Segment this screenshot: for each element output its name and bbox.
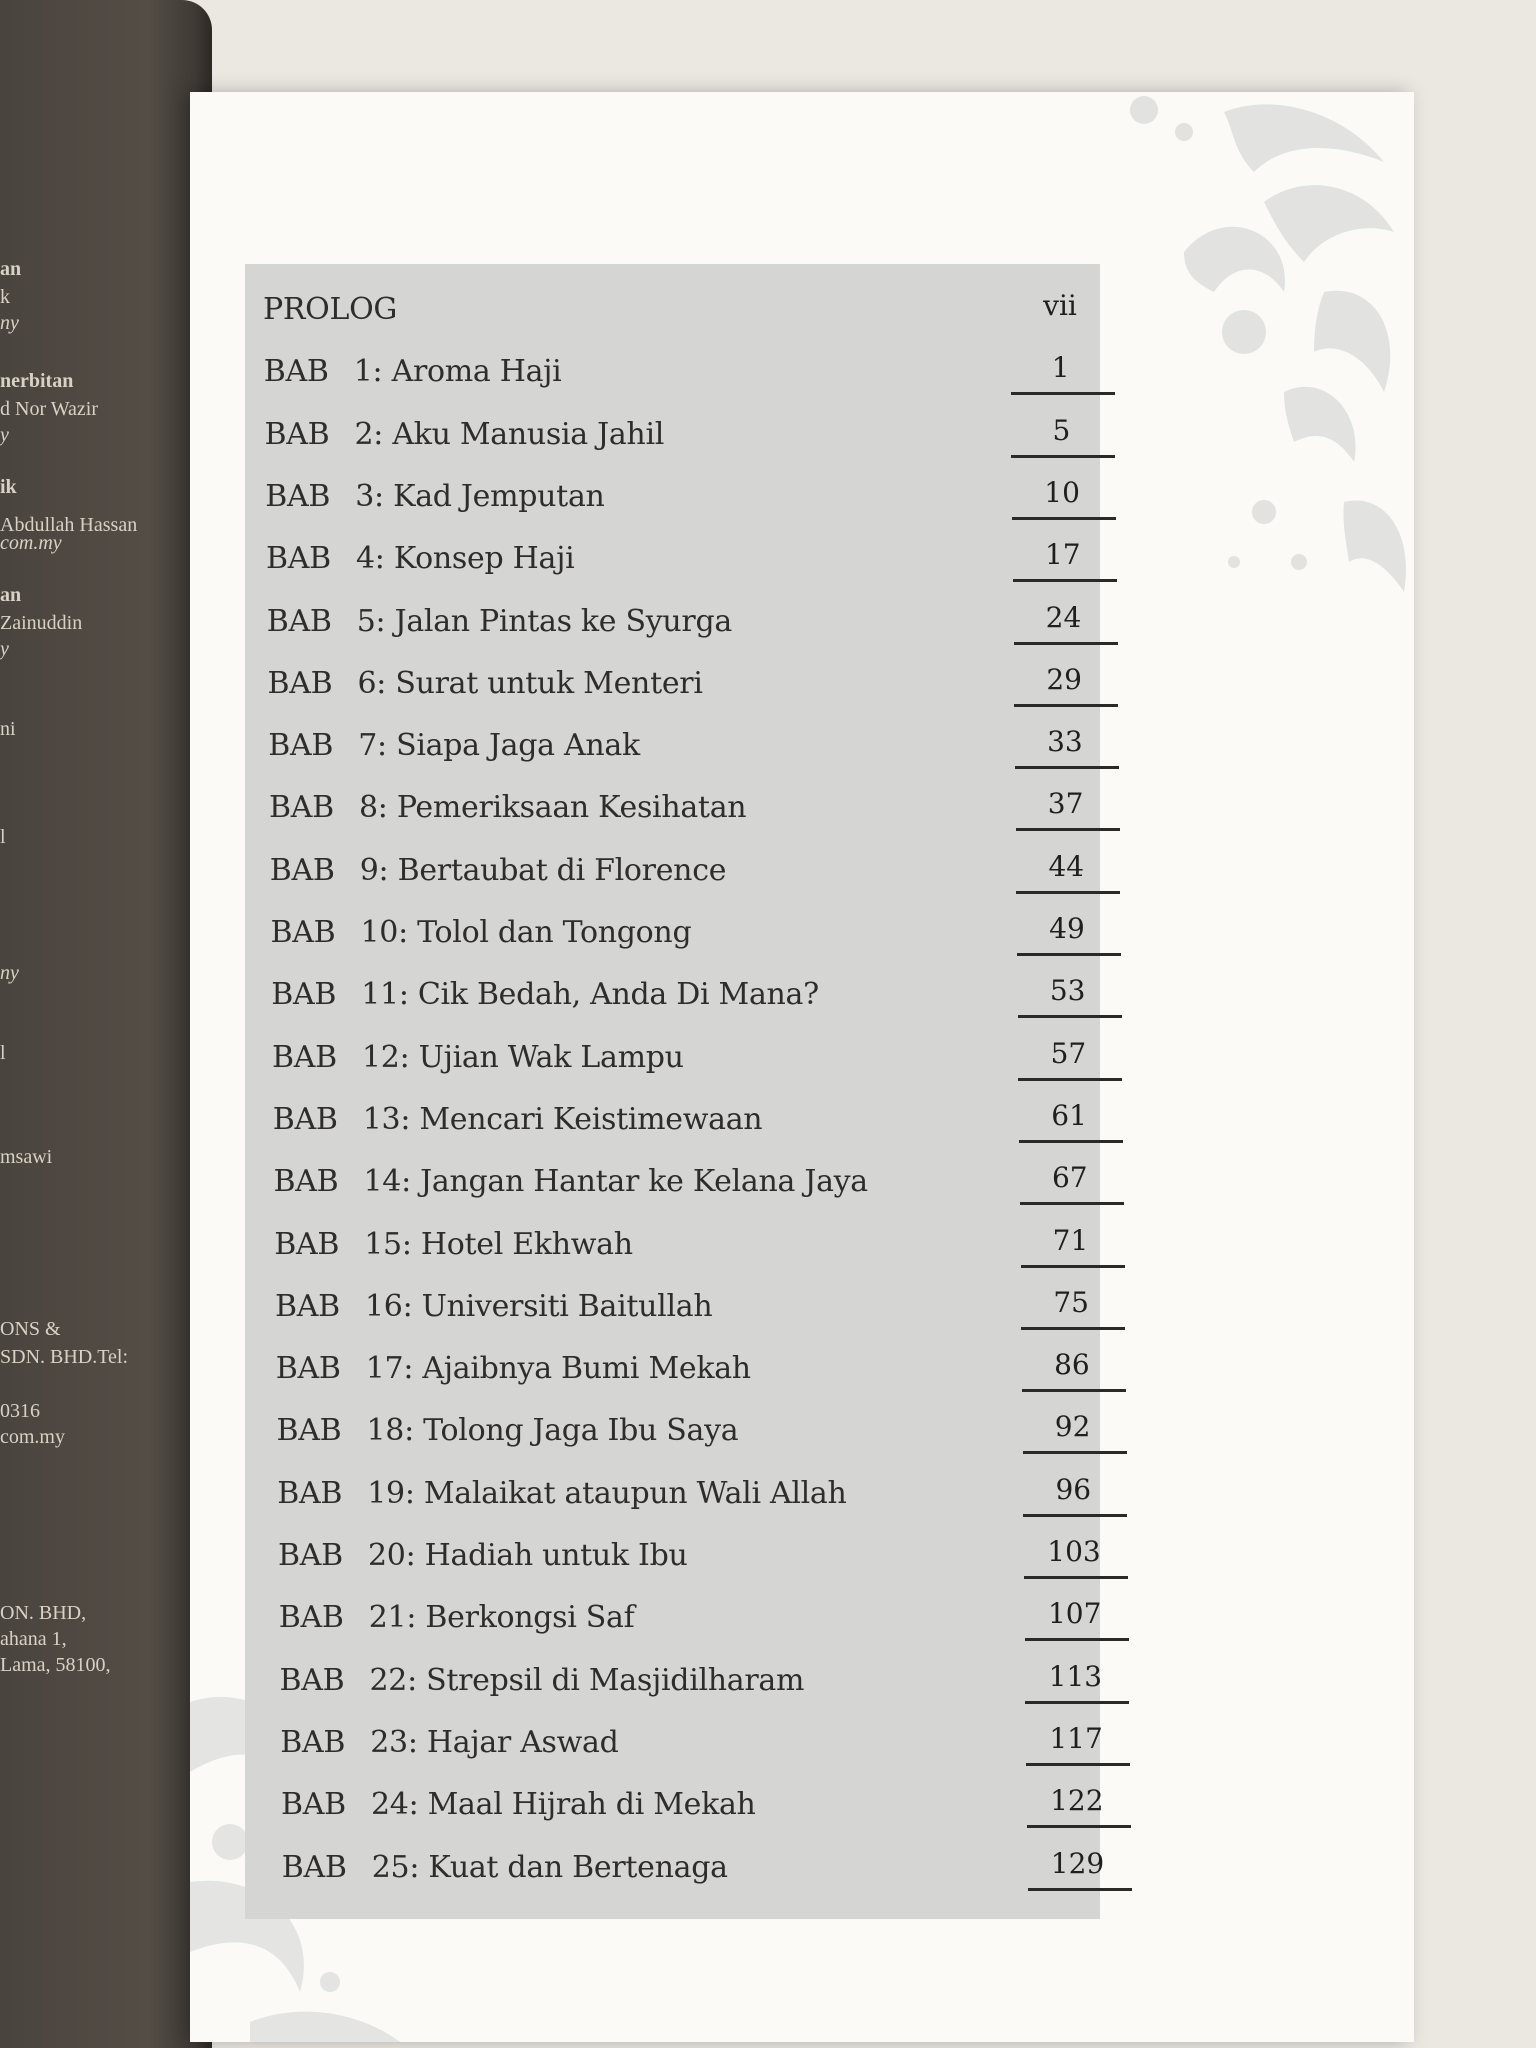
chapter-number: 9: <box>359 852 389 888</box>
chapter-title: Hajar Aswad <box>417 1724 619 1760</box>
toc-page-number: 96 <box>1055 1472 1092 1506</box>
chapter-prefix: BAB <box>263 354 329 390</box>
toc-page-number: 57 <box>1020 1034 1116 1074</box>
toc-page-number: 44 <box>1048 849 1085 883</box>
chapter-title: Pemeriksaan Kesihatan <box>387 790 747 826</box>
chapter-title: Ujian Wak Lampu <box>409 1039 684 1075</box>
toc-entry[interactable] <box>190 1535 1270 1594</box>
chapter-prefix: BAB <box>269 790 334 826</box>
chapter-number: 24: <box>371 1787 419 1823</box>
toc-entry[interactable] <box>190 974 1270 1033</box>
chapter-title: Tolong Jaga Ibu Saya <box>413 1413 739 1449</box>
toc-entry-title <box>279 1600 635 1635</box>
toc-page-number: 107 <box>1047 1597 1102 1631</box>
toc-page-number: 10 <box>1044 475 1080 509</box>
toc-entry[interactable] <box>190 1348 1270 1407</box>
chapter-title: Jangan Hantar ke Kelana Jaya <box>410 1164 868 1200</box>
previous-page-fragment: ny <box>0 312 19 334</box>
prolog-label: PROLOG <box>263 292 398 327</box>
toc-entry-title <box>268 666 703 701</box>
toc-entry[interactable] <box>190 849 1270 909</box>
previous-page-fragment: com.my <box>0 532 62 554</box>
toc-entry[interactable] <box>190 1285 1270 1345</box>
page-number-rule <box>1019 1140 1123 1143</box>
page-number-rule <box>1013 579 1117 582</box>
toc-page-number: 24 <box>1045 600 1082 634</box>
toc-entry[interactable] <box>190 1098 1270 1158</box>
page-number-rule <box>1014 704 1118 707</box>
toc-entry-title <box>263 292 397 327</box>
chapter-prefix: BAB <box>275 1288 340 1324</box>
previous-page-fragment: Abdullah Hassan <box>0 514 138 536</box>
chapter-title: Mencari Keistimewaan <box>410 1101 763 1137</box>
toc-entry[interactable] <box>190 289 1270 348</box>
page-number-rule <box>1024 1576 1128 1579</box>
toc-entry-title <box>277 1413 739 1448</box>
chapter-prefix: BAB <box>278 1538 343 1573</box>
toc-entry-title <box>265 479 604 514</box>
chapter-number: 10: <box>360 915 408 950</box>
chapter-number: 25: <box>371 1849 420 1885</box>
toc-entry[interactable] <box>190 413 1270 473</box>
toc-page-number: 86 <box>1054 1348 1090 1382</box>
toc-page-number: 122 <box>1029 1781 1125 1821</box>
chapter-prefix: BAB <box>278 1600 344 1636</box>
page-number-rule <box>1023 1451 1127 1454</box>
chapter-number: 11: <box>361 977 409 1013</box>
chapter-title: Siapa Jaga Anak <box>386 728 640 764</box>
page-number-rule <box>1021 1265 1125 1268</box>
chapter-prefix: BAB <box>272 1101 338 1137</box>
chapter-prefix: BAB <box>265 478 331 514</box>
page-number-rule <box>1023 1514 1127 1517</box>
toc-entry-title <box>278 1538 688 1573</box>
toc-entry-title <box>277 1476 846 1511</box>
chapter-title: Malaikat ataupun Wali Allah <box>414 1475 847 1511</box>
previous-page-fragment: l <box>0 1042 6 1064</box>
toc-entry-title <box>264 354 562 389</box>
chapter-number: 8: <box>359 790 388 826</box>
toc-page-number: 71 <box>1052 1223 1089 1257</box>
toc-entry-title <box>269 790 746 825</box>
chapter-number: 12: <box>362 1039 410 1075</box>
chapter-prefix: BAB <box>266 603 332 639</box>
chapter-title: Strepsil di Masjidilharam <box>416 1662 805 1698</box>
previous-page-fragment: y <box>0 638 9 660</box>
toc-entry[interactable] <box>190 1223 1270 1283</box>
previous-page-fragment: d Nor Wazir <box>0 398 98 420</box>
toc-entry-title <box>265 417 665 452</box>
toc-entry-title <box>272 1040 684 1075</box>
chapter-title: Hotel Ekhwah <box>411 1226 633 1262</box>
previous-page-fragment: Zainuddin <box>0 612 83 634</box>
toc-page-number: 49 <box>1019 909 1115 949</box>
previous-page-fragment: an <box>0 258 22 280</box>
chapter-prefix: BAB <box>268 728 334 764</box>
toc-entry-title <box>281 1787 756 1822</box>
page-number-rule <box>1014 642 1118 645</box>
previous-page-fragment: y <box>0 424 9 446</box>
chapter-number: 1: <box>353 354 383 390</box>
chapter-number: 5: <box>356 603 386 639</box>
toc-entry[interactable] <box>190 1597 1270 1656</box>
chapter-prefix: BAB <box>281 1787 346 1823</box>
toc-page-number: 37 <box>1018 784 1114 824</box>
chapter-prefix: BAB <box>277 1475 343 1511</box>
chapter-prefix: BAB <box>270 915 336 950</box>
toc-entry[interactable] <box>190 662 1270 722</box>
page-number-rule <box>1016 828 1120 831</box>
chapter-prefix: BAB <box>267 665 333 701</box>
previous-page-fragment: ahana 1, <box>0 1628 67 1650</box>
toc-page-number: 113 <box>1027 1657 1123 1697</box>
toc-entry-title <box>266 541 574 576</box>
page-number-rule <box>1027 1825 1131 1828</box>
toc-entry-title <box>268 728 640 763</box>
chapter-number: 14: <box>363 1164 411 1200</box>
chapter-prefix: BAB <box>273 1164 339 1200</box>
page-number-rule <box>1022 1389 1126 1392</box>
toc-entry[interactable] <box>190 1410 1270 1469</box>
previous-page-fragment: nerbitan <box>0 370 74 392</box>
chapter-number: 16: <box>365 1288 413 1324</box>
chapter-title: Tolol dan Tongong <box>407 915 692 950</box>
toc-page-number: 29 <box>1016 660 1112 700</box>
toc-entry-title <box>276 1351 751 1386</box>
page-number-rule <box>1011 455 1115 458</box>
toc-page-number: 1 <box>1051 351 1070 385</box>
toc-entry[interactable] <box>190 1036 1270 1096</box>
chapter-number: 22: <box>369 1662 417 1698</box>
toc-entry-title <box>280 1663 805 1698</box>
chapter-number: 7: <box>358 728 387 764</box>
toc-page-number: 5 <box>1013 411 1109 451</box>
chapter-title: Kuat dan Bertenaga <box>419 1849 728 1885</box>
page-number-rule <box>1011 392 1115 395</box>
chapter-title: Aroma Haji <box>382 354 562 390</box>
toc-entry[interactable] <box>190 538 1270 597</box>
previous-page-fragment: msawi <box>0 1146 53 1168</box>
chapter-number: 23: <box>370 1724 418 1760</box>
chapter-title: Surat untuk Menteri <box>386 665 703 701</box>
chapter-number: 17: <box>365 1351 414 1387</box>
chapter-prefix: BAB <box>276 1413 342 1449</box>
previous-page-fragment: ny <box>0 962 19 984</box>
chapter-number: 19: <box>367 1475 415 1511</box>
toc-entry-title <box>270 853 726 888</box>
page-number-rule <box>1017 953 1121 956</box>
toc-entry[interactable] <box>190 1659 1270 1719</box>
chapter-number: 13: <box>362 1101 411 1137</box>
previous-page-fragment: SDN. BHD.Tel: <box>0 1346 129 1368</box>
chapter-title: Ajaibnya Bumi Mekah <box>413 1351 751 1387</box>
page-number-rule <box>1020 1202 1124 1205</box>
previous-page-fragment: l <box>0 826 6 848</box>
chapter-title: Aku Manusia Jahil <box>383 416 665 452</box>
previous-page-fragment: ik <box>0 476 17 498</box>
toc-page-number: vii <box>1043 289 1077 322</box>
previous-page-fragment: com.my <box>0 1426 65 1448</box>
toc-page-number: 129 <box>1050 1846 1105 1880</box>
previous-page-fragment: k <box>0 286 10 308</box>
toc-entry-title <box>275 1289 712 1324</box>
chapter-prefix: BAB <box>266 541 331 577</box>
chapter-title: Maal Hijrah di Mekah <box>418 1787 756 1823</box>
toc-page-number: 33 <box>1047 725 1083 759</box>
chapter-title: Bertaubat di Florence <box>388 852 727 888</box>
chapter-number: 15: <box>364 1226 412 1262</box>
toc-entry-title <box>280 1725 618 1760</box>
chapter-prefix: BAB <box>280 1724 346 1760</box>
toc-page-number: 103 <box>1026 1532 1122 1572</box>
chapter-number: 20: <box>368 1538 416 1573</box>
page-number-rule <box>1026 1763 1130 1766</box>
page-number-rule <box>1021 1327 1125 1330</box>
toc-page-number: 53 <box>1049 974 1086 1008</box>
toc-entry[interactable] <box>190 1721 1270 1781</box>
previous-page-fragment: ONS & <box>0 1318 61 1340</box>
chapter-title: Konsep Haji <box>384 541 575 577</box>
toc-entry-title <box>274 1164 868 1199</box>
toc-entry[interactable] <box>190 725 1270 784</box>
toc-entry-title <box>274 1227 632 1262</box>
toc-page-number: 67 <box>1022 1158 1118 1198</box>
toc-entry[interactable] <box>190 351 1270 410</box>
chapter-prefix: BAB <box>271 977 337 1013</box>
chapter-number: 3: <box>355 478 384 514</box>
chapter-prefix: BAB <box>272 1039 337 1075</box>
toc-entry[interactable] <box>190 912 1270 971</box>
chapter-title: Universiti Baitullah <box>412 1288 713 1324</box>
page-number-rule <box>1028 1888 1132 1891</box>
chapter-number: 6: <box>357 665 387 701</box>
chapter-prefix: BAB <box>274 1226 340 1262</box>
chapter-title: Cik Bedah, Anda Di Mana? <box>408 977 819 1013</box>
chapter-prefix: BAB <box>275 1351 341 1387</box>
page-number-rule <box>1018 1015 1122 1018</box>
chapter-number: 21: <box>368 1600 417 1636</box>
toc-page-number: 75 <box>1023 1283 1119 1323</box>
table-of-contents-page <box>190 92 1414 2042</box>
toc-page-number: 92 <box>1025 1407 1121 1447</box>
toc-entry[interactable] <box>190 600 1270 660</box>
chapter-number: 2: <box>354 416 384 452</box>
page-number-rule <box>1016 891 1120 894</box>
toc-page-number: 61 <box>1051 1098 1087 1132</box>
toc-entry-title <box>273 1102 763 1137</box>
toc-entry-title <box>282 1850 728 1885</box>
chapter-prefix: BAB <box>279 1662 345 1698</box>
chapter-title: Jalan Pintas ke Syurga <box>385 603 732 639</box>
chapter-prefix: BAB <box>264 416 330 452</box>
page-number-rule <box>1015 766 1119 769</box>
toc-entry[interactable] <box>190 475 1270 535</box>
toc-entry[interactable] <box>190 1784 1270 1843</box>
toc-entry[interactable] <box>190 787 1270 846</box>
page-number-rule <box>1012 517 1116 520</box>
chapter-number: 4: <box>356 541 385 577</box>
previous-page-fragment: ni <box>0 718 16 740</box>
toc-entry[interactable] <box>190 1472 1270 1532</box>
toc-entry[interactable] <box>190 1846 1270 1906</box>
chapter-title: Kad Jemputan <box>383 478 605 514</box>
page-number-rule <box>1025 1638 1129 1641</box>
toc-page-number: 17 <box>1015 535 1111 575</box>
page-number-rule <box>1025 1701 1129 1704</box>
toc-entry-title <box>267 604 732 639</box>
chapter-prefix: BAB <box>269 852 335 888</box>
toc-entry-title <box>271 977 819 1012</box>
page-number-rule <box>1018 1078 1122 1081</box>
chapter-prefix: BAB <box>281 1849 347 1885</box>
chapter-title: Berkongsi Saf <box>416 1600 635 1636</box>
chapter-title: Hadiah untuk Ibu <box>415 1538 688 1573</box>
previous-page-fragment: an <box>0 584 22 606</box>
previous-page-fragment: 0316 <box>0 1400 40 1422</box>
toc-entry-title <box>271 915 692 950</box>
previous-page-fragment: Lama, 58100, <box>0 1654 111 1676</box>
toc-page-number: 117 <box>1049 1721 1103 1755</box>
previous-page-fragment: ON. BHD, <box>0 1602 87 1624</box>
chapter-number: 18: <box>366 1413 414 1449</box>
toc-entry[interactable] <box>190 1161 1270 1220</box>
